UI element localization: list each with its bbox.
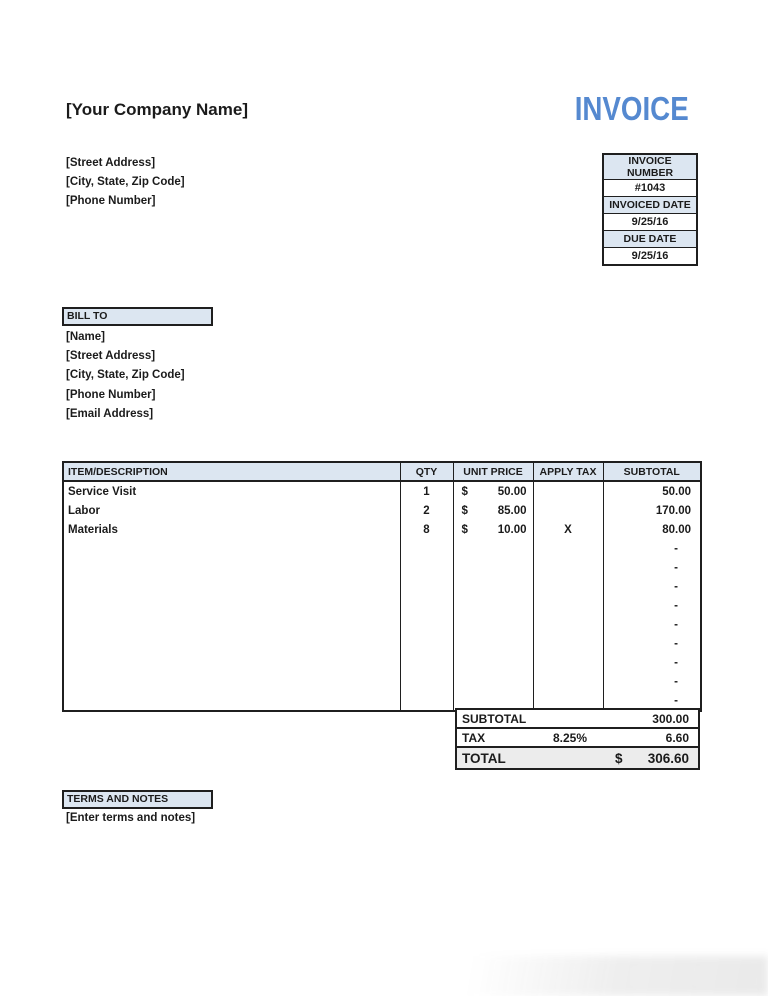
col-header-description: ITEM/DESCRIPTION <box>63 462 400 481</box>
empty-subtotal-dash: - <box>603 596 701 615</box>
empty-item-row <box>63 539 701 558</box>
invoice-meta-table <box>602 153 698 266</box>
page-bottom-shadow <box>430 956 768 996</box>
empty-item-row <box>63 634 701 653</box>
empty-subtotal-dash: - <box>603 539 701 558</box>
company-phone-number: [Phone Number] <box>66 195 156 207</box>
due-date-label: DUE DATE <box>603 231 697 248</box>
bill-to-block <box>66 328 185 424</box>
currency-symbol: $ <box>461 523 468 536</box>
item-row <box>63 481 701 501</box>
bill-to-email-address: [Email Address] <box>66 407 154 420</box>
col-header-unit-price: UNIT PRICE <box>453 462 533 481</box>
invoice-title: INVOICE <box>575 90 689 127</box>
item-subtotal: 50.00 <box>603 481 701 501</box>
empty-subtotal-dash: - <box>603 634 701 653</box>
col-header-apply-tax: APPLY TAX <box>533 462 603 481</box>
totals-section <box>455 708 700 770</box>
item-description: Service Visit <box>68 485 137 498</box>
empty-subtotal-dash: - <box>603 653 701 672</box>
item-row <box>63 501 701 520</box>
item-apply-tax <box>533 501 603 520</box>
item-apply-tax: X <box>533 520 603 539</box>
item-unit-price: $ 50.00 <box>453 481 533 501</box>
tax-row <box>455 727 700 748</box>
empty-item-row <box>63 577 701 596</box>
company-street-address: [Street Address] <box>66 157 156 169</box>
subtotal-value: 300.00 <box>652 711 689 726</box>
tax-rate: 8.25% <box>552 730 588 745</box>
bill-to-header: BILL TO <box>62 307 213 326</box>
item-apply-tax <box>533 481 603 501</box>
terms-and-notes-header: TERMS AND NOTES <box>62 790 213 809</box>
invoice-number-value: #1043 <box>603 180 697 197</box>
bill-to-city-state-zip: [City, State, Zip Code] <box>66 369 185 382</box>
item-qty: 2 <box>400 501 453 520</box>
invoice-number-label: INVOICE NUMBER <box>603 154 697 180</box>
empty-subtotal-dash: - <box>603 672 701 691</box>
total-row <box>455 746 700 770</box>
bill-to-phone-number: [Phone Number] <box>66 388 156 401</box>
subtotal-row <box>455 708 700 729</box>
item-subtotal: 80.00 <box>603 520 701 539</box>
empty-subtotal-dash: - <box>603 615 701 634</box>
col-header-subtotal: SUBTOTAL <box>603 462 701 481</box>
currency-symbol: $ <box>461 504 468 517</box>
items-table-header-row <box>63 462 701 481</box>
item-unit-price: $ 85.00 <box>453 501 533 520</box>
empty-item-row <box>63 596 701 615</box>
bill-to-street-address: [Street Address] <box>66 350 156 363</box>
items-table <box>62 461 702 712</box>
tax-label: TAX <box>462 730 486 745</box>
company-city-state-zip: [City, State, Zip Code] <box>66 176 185 188</box>
company-address-block <box>66 154 185 211</box>
item-description: Materials <box>68 523 118 536</box>
item-subtotal: 170.00 <box>603 501 701 520</box>
total-currency-symbol: $ <box>615 750 623 766</box>
terms-placeholder: [Enter terms and notes] <box>66 812 196 824</box>
invoiced-date-value: 9/25/16 <box>603 214 697 231</box>
bill-to-name: [Name] <box>66 331 105 343</box>
total-value: 306.60 <box>647 750 689 766</box>
empty-subtotal-dash: - <box>603 558 701 577</box>
invoiced-date-label: INVOICED DATE <box>603 197 697 214</box>
col-header-qty: QTY <box>400 462 453 481</box>
empty-item-row <box>63 558 701 577</box>
total-label: TOTAL <box>462 750 506 766</box>
subtotal-label: SUBTOTAL <box>462 711 527 726</box>
currency-symbol: $ <box>461 485 468 498</box>
due-date-value: 9/25/16 <box>603 248 697 266</box>
empty-subtotal-dash: - <box>603 577 701 596</box>
item-unit-price: $ 10.00 <box>453 520 533 539</box>
item-description: Labor <box>68 504 100 517</box>
empty-item-row <box>63 615 701 634</box>
item-qty: 8 <box>400 520 453 539</box>
tax-value: 6.60 <box>665 730 689 745</box>
empty-item-row <box>63 653 701 672</box>
empty-item-row <box>63 672 701 691</box>
empty-subtotal-dash: - <box>603 691 701 711</box>
company-name: [Your Company Name] <box>66 100 248 119</box>
item-row <box>63 520 701 539</box>
item-qty: 1 <box>400 481 453 501</box>
